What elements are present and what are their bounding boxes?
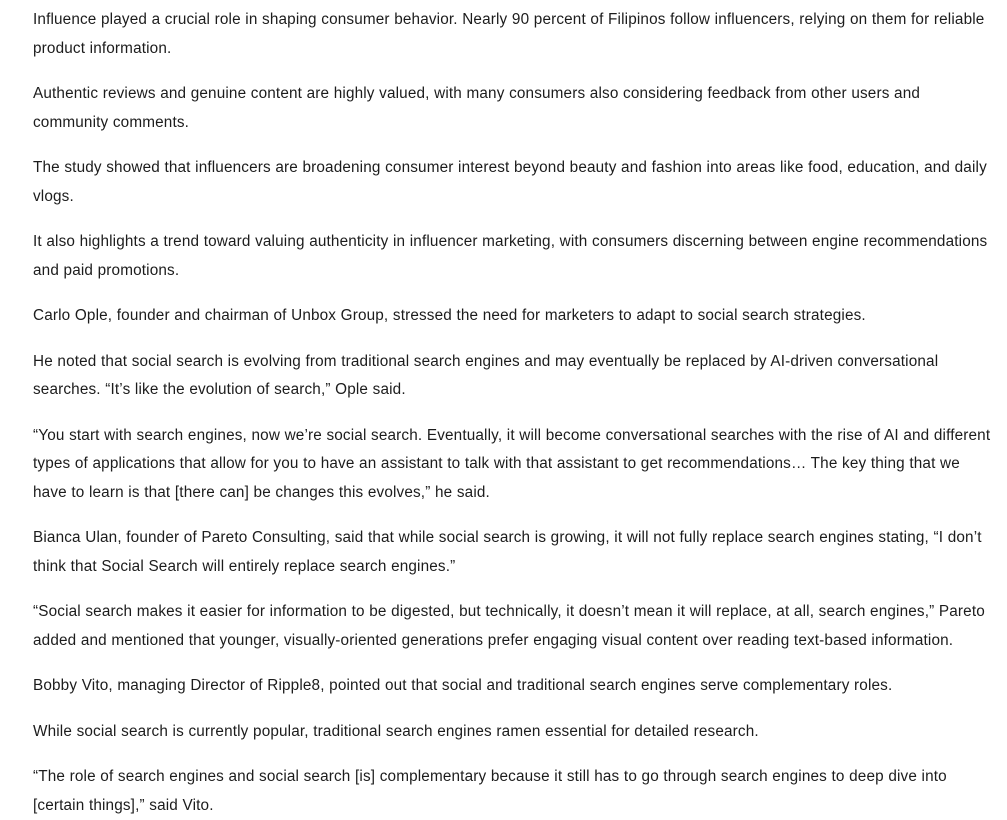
article-paragraph: “Social search makes it easier for information to be digested, but technically, it doesn’t mean it will replace, at all, search engines,” Pareto added and mentioned that younger, visually-oriented generations prefer engaging visual content over reading text-based information. <box>33 603 985 649</box>
article-paragraph: Bobby Vito, managing Director of Ripple8, pointed out that social and traditional search engines serve complementary roles. <box>33 677 893 694</box>
article-paragraph: Bianca Ulan, founder of Pareto Consulting, said that while social search is growing, it will not fully replace search engines stating, “I don’t think that Social Search will entirely replace search engines.” <box>33 529 982 575</box>
article-paragraph: He noted that social search is evolving from traditional search engines and may eventually be replaced by AI-driven conversational searches. “It’s like the evolution of search,” Ople said. <box>33 352 939 398</box>
article-paragraph: Influence played a crucial role in shaping consumer behavior. Nearly 90 percent of Filipinos follow influencers, relying on them for reliable product information. <box>33 11 985 57</box>
article-paragraph: “The role of search engines and social search [is] complementary because it still has to go through search engines to deep dive into [certain things],” said Vito. <box>33 768 947 814</box>
article-paragraph: Authentic reviews and genuine content are highly valued, with many consumers also considering feedback from other users and community comments. <box>33 85 921 131</box>
article-paragraph: “You start with search engines, now we’re social search. Eventually, it will become conversational searches with the rise of AI and different types of applications that allow for you to have an assistant to talk with that assistant to get recommendations… The key thing that we have to learn is that [there can] be changes this evolves,” he said. <box>33 426 991 501</box>
article-paragraph: The study showed that influencers are broadening consumer interest beyond beauty and fashion into areas like food, education, and daily vlogs. <box>33 159 987 205</box>
article-paragraph: It also highlights a trend toward valuing authenticity in influencer marketing, with consumers discerning between engine recommendations and paid promotions. <box>33 233 988 279</box>
article-paragraph: While social search is currently popular, traditional search engines ramen essential for detailed research. <box>33 722 759 740</box>
article-paragraph: Carlo Ople, founder and chairman of Unbox Group, stressed the need for marketers to adapt to social search strategies. <box>33 307 866 324</box>
